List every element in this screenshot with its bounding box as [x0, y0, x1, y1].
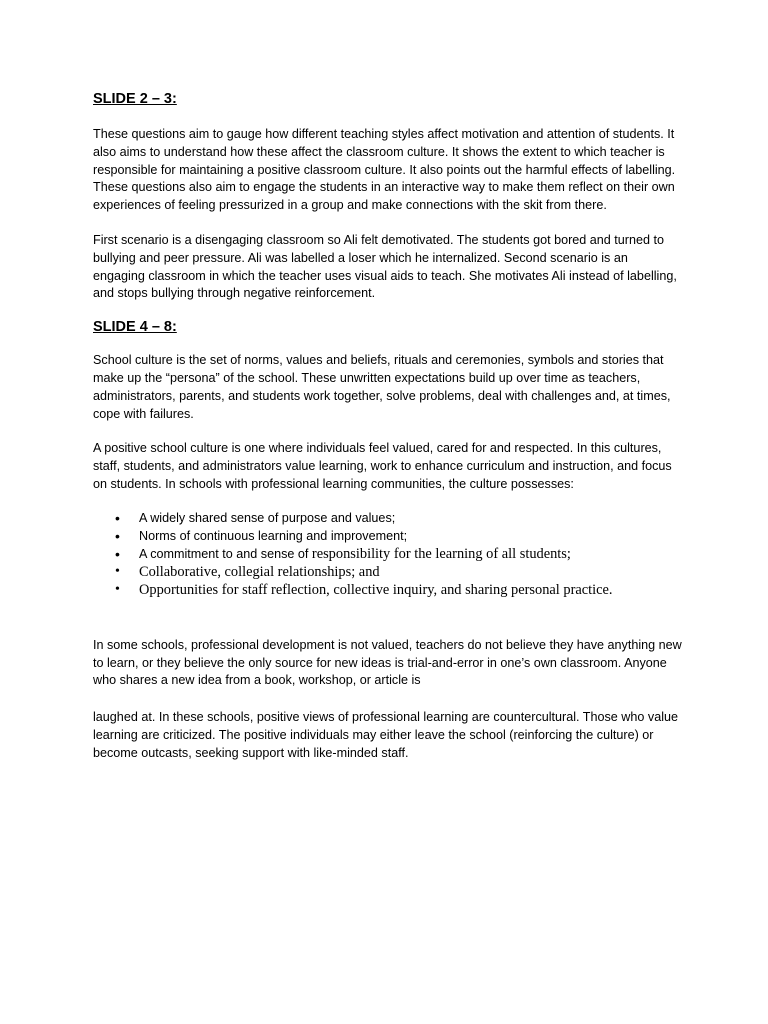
paragraph-questions-aim: These questions aim to gauge how different teaching styles affect motivation and attention of students. It also aims to understand how these affect the classroom culture. It shows the extent to which teacher is responsible for maintaining a positive classroom culture. It also points out the harmful effects of labelling. These questions also aim to engage the students in an interactive way to make them reflect on their own experiences of feeling pressurized in a group and make connections with the skit from there.	[93, 127, 676, 213]
bullet-item-part: responsibility for the learning of all students;	[311, 545, 571, 562]
paragraph-professional-development: In some schools, professional development is not valued, teachers do not believe they have anything new to learn, or they believe the only source for new ideas is trial-and-error in one’s own classroom. Anyone who shares a new idea from a book, workshop, or article is	[93, 637, 682, 688]
paragraph-laughed-at: laughed at. In these schools, positive views of professional learning are countercultural. Those who value learning are criticized. The positive individuals may either leave the school (reinforcing the culture) or become outcasts, seeking support with like-minded staff.	[93, 710, 679, 760]
paragraph-school-culture: School culture is the set of norms, values and beliefs, rituals and ceremonies, symbols and stories that make up the “persona” of the school. These unwritten expectations build up over time as teachers, administrators, parents, and students work together, solve problems, deal with challenges and, at times, cope with failures.	[93, 353, 671, 421]
bullet-item-part: A commitment to and sense of	[139, 546, 312, 561]
bullet-item: • Opportunities for staff reflection, collective inquiry, and sharing personal practice.	[115, 581, 683, 599]
culture-bullet-list	[93, 509, 683, 599]
document-page	[93, 90, 683, 763]
bullet-item	[115, 545, 683, 563]
bullet-item: • A widely shared sense of purpose and values;	[115, 509, 683, 527]
section-heading-slide-4-8: SLIDE 4 – 8:	[93, 319, 177, 336]
bullet-item: • Collaborative, collegial relationships; and	[115, 563, 683, 581]
bullet-item: • Norms of continuous learning and improvement;	[115, 527, 683, 545]
paragraph-positive-culture: A positive school culture is one where individuals feel valued, cared for and respected. In this cultures, staff, students, and administrators value learning, work to enhance curriculum and instruction, and focus on students. In schools with professional learning communities, the culture possesses:	[93, 441, 672, 491]
section-heading-slide-2-3: SLIDE 2 – 3:	[93, 91, 177, 107]
paragraph-first-scenario: First scenario is a disengaging classroom so Ali felt demotivated. The students got bored and turned to bullying and peer pressure. Ali was labelled a loser which he internalized. Second scenario is an engaging classroom in which the teacher uses visual aids to teach. She motivates Ali instead of labelling, and stops bullying through negative reinforcement.	[93, 232, 677, 301]
